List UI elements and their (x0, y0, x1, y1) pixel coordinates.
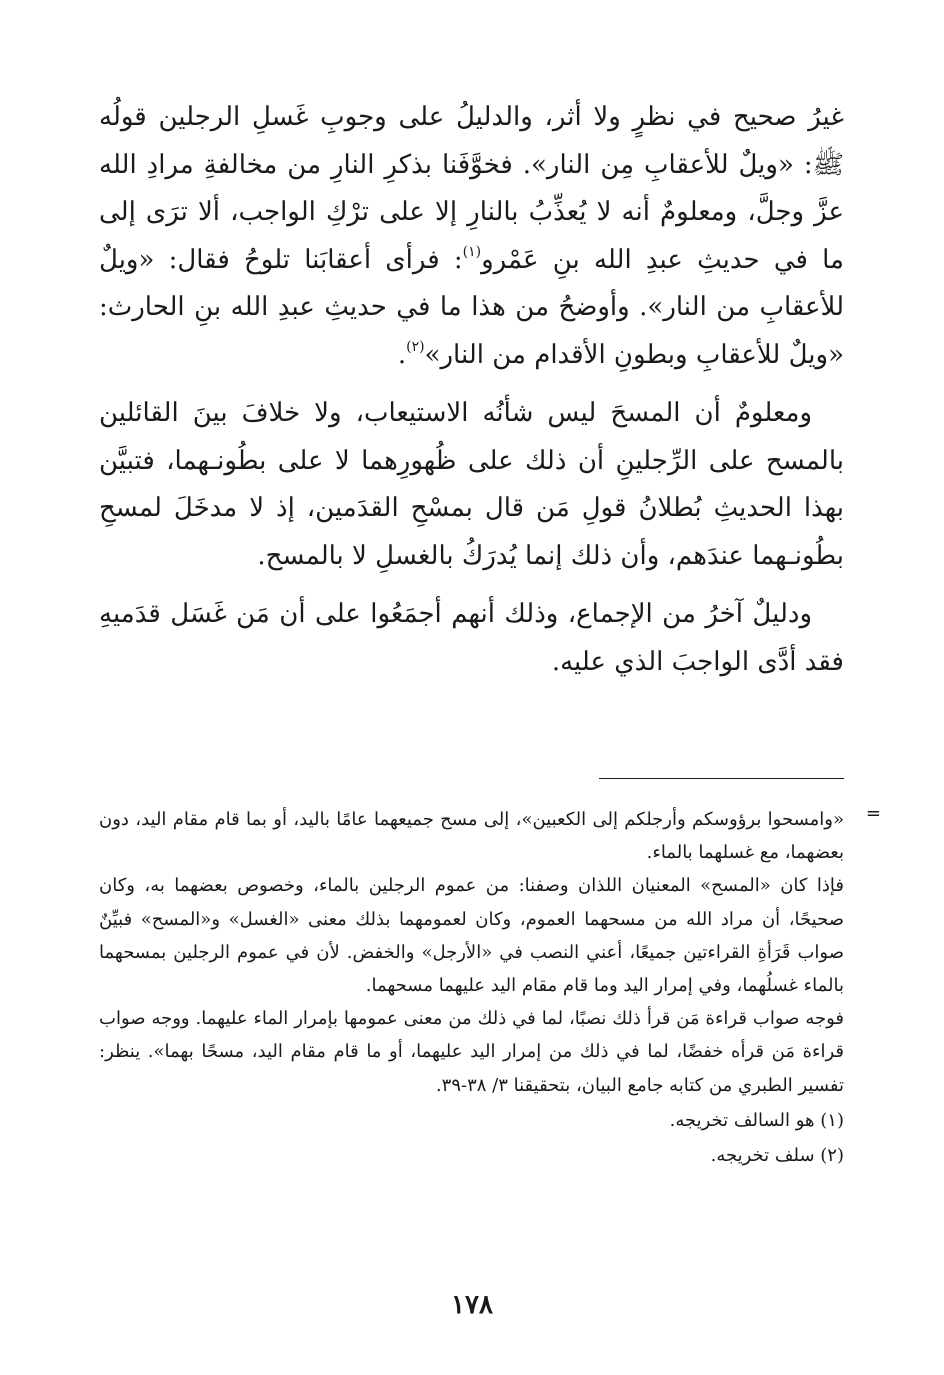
main-text (99, 94, 844, 686)
paragraph-1-text-c: . (397, 339, 407, 370)
footnotes (99, 803, 881, 1172)
page-number: ١٧٨ (451, 1290, 493, 1320)
footnote-continuation (99, 803, 881, 1102)
footnote-2: (٢) سلف تخريجه. (710, 1145, 844, 1167)
paragraph-1-text-a: غيرُ صحيح في نظرٍ ولا أثر، والدليلُ على وجوبِ غَسلِ الرجلين قولُه ﷺ: «ويلٌ للأعقابِ مِن النار». فخوَّفَنا بذكرِ النارِ من مخالفةِ مرادِ الله عزَّ وجلَّ، ومعلومٌ أنه لا يُعذِّبُ بالنارِ إلا على ترْكِ الواجب، ألا ترَى إلى ما في حديثِ عبدِ الله بنِ عَمْرو (99, 102, 844, 275)
footnote-1: (١) هو السالف تخريجه. (669, 1109, 844, 1131)
footnote-ref-1[interactable]: (١) (462, 243, 482, 260)
paragraph-2: ومعلومٌ أن المسحَ ليس شأنُه الاستيعاب، ولا خلافَ بينَ القائلين بالمسح على الرِّجلينِ أن ذلك على ظُهورِهما لا على بطُونـهما، فتبيَّن بهذا الحديثِ بُطلانُ قولِ مَن قال بمسْحِ القدَمين، إذ لا مدخَلَ لمسحِ بطُونـهما عندَهم، وأن ذلك إنما يُدرَكُ بالغسلِ لا بالمسح. (99, 398, 844, 571)
footnote-continuation-para-1: «وامسحوا برؤوسكم وأرجلكم إلى الكعبين»، إلى مسح جميعهما عامًا باليد، أو بما قام مقام اليد، دون بعضهما، مع غسلهما بالماء. (99, 809, 844, 864)
footnote-ref-2[interactable]: (٢) (406, 338, 425, 355)
footnote-continuation-para-3: فوجه صواب قراءة مَن قرأ ذلك نصبًا، لما في ذلك من معنى عمومها بإمرار الماء عليهما. ووجه صواب قراءة مَن قرأه خفضًا، لما في ذلك من إمرار اليد عليهما، أو ما قام مقام اليد، مسحًا بهما». ينظر: تفسير الطبري من كتابه جامع البيان، بتحقيقنا ٣/ ٣٨-٣٩. (99, 1008, 844, 1096)
paragraph-1-text-b: : فرأى أعقابَنا تلوحُ فقال: «ويلٌ للأعقابِ من النار». وأوضحُ من هذا ما في حديثِ عبدِ الله بنِ الحارث: «ويلٌ للأعقابِ وبطونِ الأقدام من النار» (99, 244, 844, 370)
paragraph-3: ودليلٌ آخرُ من الإجماع، وذلك أنهم أجمَعُوا على أن مَن غَسَل قدَميهِ فقد أدَّى الواجبَ الذي عليه. (99, 599, 844, 677)
footnote-continuation-para-2: فإذا كان «المسح» المعنيان اللذان وصفنا: من عموم الرجلين بالماء، وخصوص بعضهما به، وكان صحيحًا، أن مراد الله من مسحهما العموم، وكان لعمومهما بذلك معنى «الغسل» و«المسح» فبيِّنٌ صواب قَرَأةِ القراءتين جميعًا، أعني النصب في «الأرجل» والخفض. لأن في عموم الرجلين بمسحهما بالماء غسلُهما، وفي إمرار اليد وما قام مقام اليد عليهما مسحهما. (99, 875, 845, 997)
continuation-mark: = (865, 803, 881, 824)
footnote-separator (599, 778, 844, 779)
paragraph-1 (99, 94, 844, 379)
